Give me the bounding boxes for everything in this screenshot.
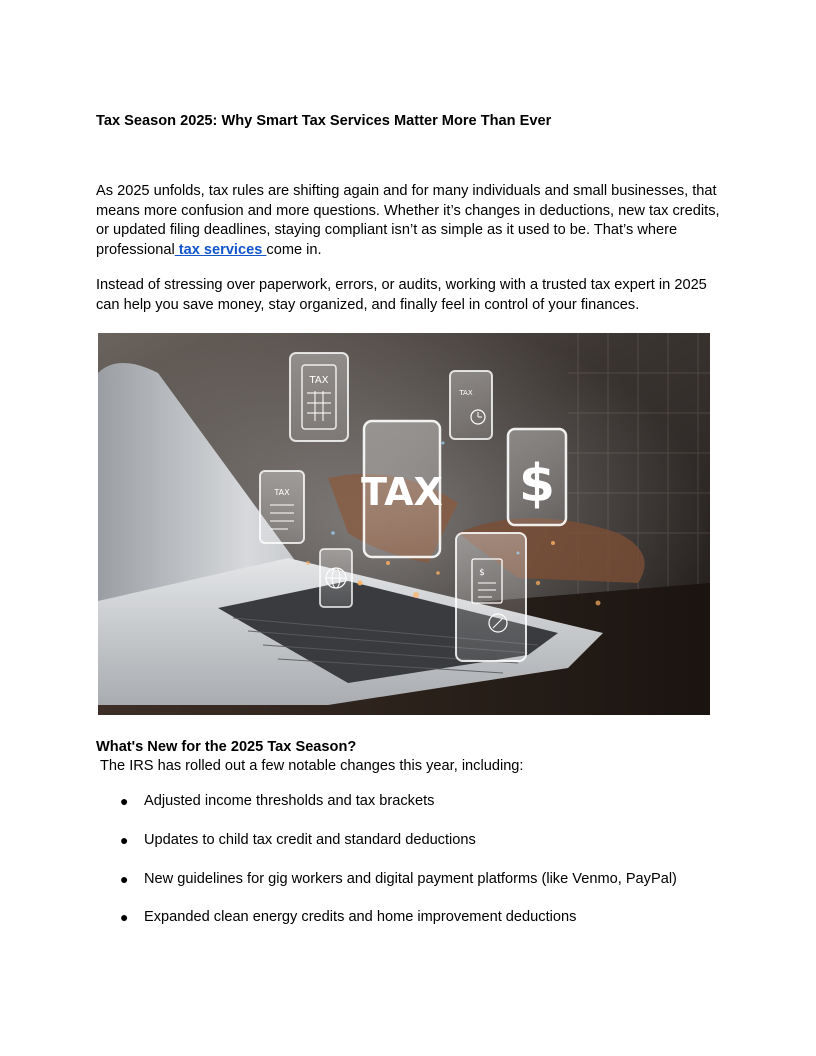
list-item bbox=[0, 870, 700, 890]
document-title: Tax Season 2025: Why Smart Tax Services Matter More Than Ever bbox=[96, 113, 552, 129]
tax-main-card-label: TAX bbox=[361, 470, 443, 514]
intro-paragraph-text-end: come in. bbox=[266, 241, 322, 258]
list-item-text: New guidelines for gig workers and digital payment platforms (like Venmo, PayPal) bbox=[144, 871, 677, 887]
bullet-icon: ● bbox=[120, 871, 129, 887]
list-item bbox=[0, 792, 700, 812]
bullet-icon: ● bbox=[120, 832, 129, 848]
bullet-icon: ● bbox=[120, 909, 129, 925]
dollar-sign-icon: $ bbox=[518, 454, 556, 514]
receipt-card bbox=[456, 533, 526, 661]
tax-services-link[interactable]: tax services bbox=[174, 241, 267, 258]
second-paragraph: Instead of stressing over paperwork, errors, or audits, working with a trusted tax expert in 2025 can help you save money, stay organized, and finally feel in control of your finances. bbox=[96, 277, 707, 313]
tax-form-card bbox=[260, 471, 304, 543]
section-heading: What's New for the 2025 Tax Season? bbox=[96, 739, 357, 755]
tax-laptop-photo bbox=[98, 333, 710, 715]
dollar-card bbox=[508, 429, 566, 525]
tax-clock-card-label: TAX bbox=[459, 389, 473, 397]
tax-clock-card bbox=[450, 371, 492, 439]
tax-main-card bbox=[361, 421, 443, 557]
section-intro: The IRS has rolled out a few notable changes this year, including: bbox=[100, 758, 524, 774]
list-item-text: Adjusted income thresholds and tax brackets bbox=[144, 793, 435, 809]
intro-paragraph-text: As 2025 unfolds, tax rules are shifting again and for many individuals and small businesses, that means more confusion and more questions. Whether it’s changes in deductions, new tax credits, or updated filing deadlines, staying compliant isn’t as simple as it used to be. That’s where professional bbox=[96, 183, 720, 258]
list-item-text: Expanded clean energy credits and home improvement deductions bbox=[144, 909, 577, 925]
bullet-icon: ● bbox=[120, 793, 129, 809]
list-item-text: Updates to child tax credit and standard deductions bbox=[144, 832, 476, 848]
tax-form-card-label: TAX bbox=[274, 488, 290, 497]
list-item bbox=[0, 831, 700, 851]
intro-paragraph bbox=[96, 182, 726, 260]
tax-document-card bbox=[290, 353, 348, 441]
globe-card bbox=[320, 549, 352, 607]
tax-document-card-label: TAX bbox=[309, 375, 329, 386]
list-item bbox=[0, 908, 700, 928]
svg-text:$: $ bbox=[479, 568, 485, 578]
